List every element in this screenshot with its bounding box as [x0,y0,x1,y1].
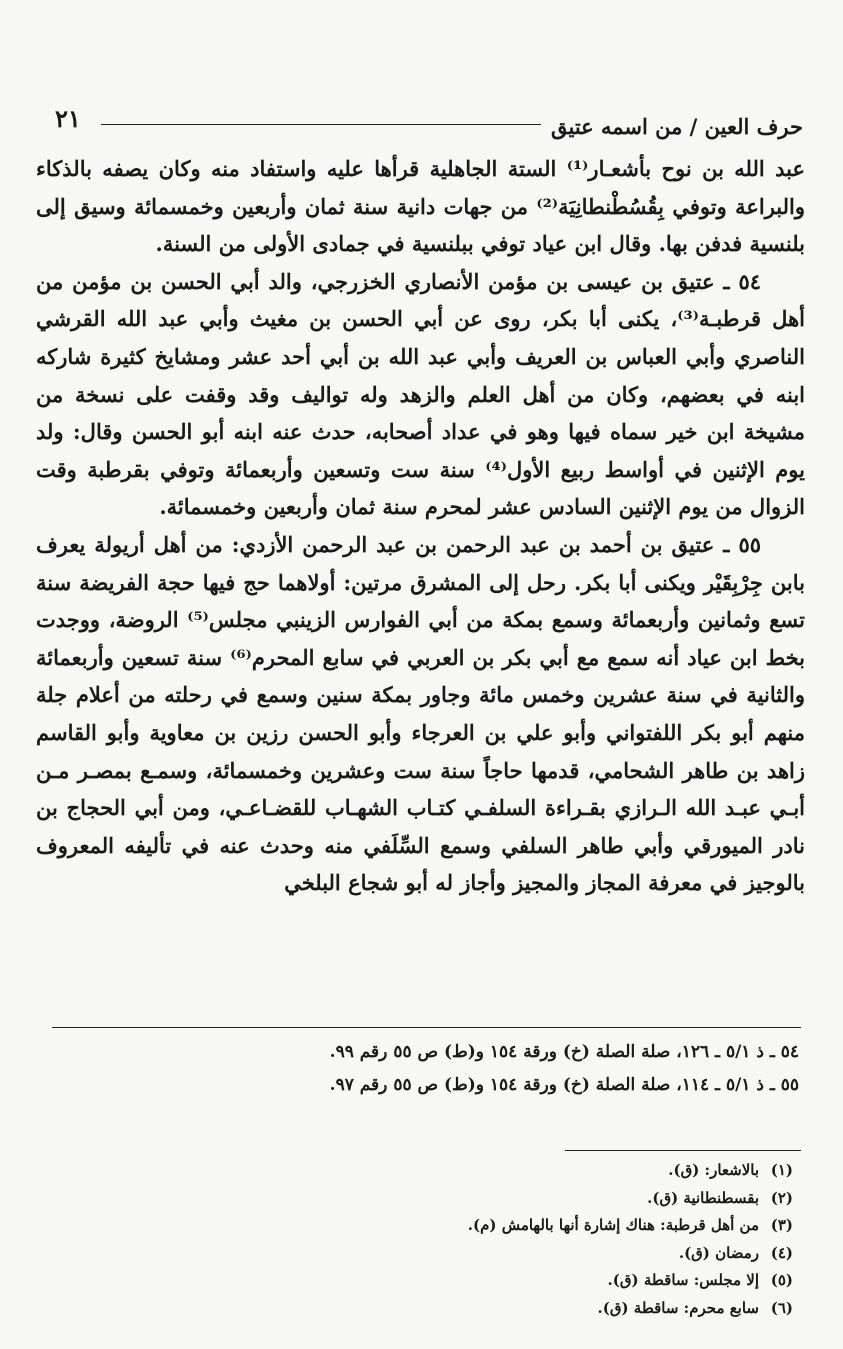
page-header [55,100,803,140]
running-title: حرف العين / من اسمه عتيق [550,114,803,139]
footnote [50,1240,793,1268]
source-entry-54: ٥٤ ـ ذ ٥/١ ـ ١٢٦، صلة الصلة (خ) ورقة ١٥٤ و(ط) ص ٥٥ رقم ٩٩. [329,1042,799,1062]
footnote-text: من أهل قرطبة: هناك إشارة أنها بالهامش (م). [467,1216,759,1234]
footnote-number: (٤) [770,1243,793,1262]
footnote [50,1295,793,1323]
footnote-text: إلا مجلس: ساقطة (ق). [607,1271,759,1289]
header-rule [101,124,541,125]
footnote-text: بالاشعار: (ق). [668,1161,759,1179]
footnotes-separator [565,1150,801,1151]
entry-55: ٥٥ ـ عتيق بن أحمد بن عبد الرحمن بن عبد الرحمن الأزدي: من أهل أريولة يعرف بابن جِرْبِقَيْر ويكنى أبا بكر. رحل إلى المشرق مرتين: أولاهما حج فيها حجة الفريضة سنة تسع وثمانين وأربعمائة وسمع بمكة من أبي الفوارس الزينبي مجلس⁽⁵⁾ الروضة، ووجدت بخط ابن عياد أنه سمع مع أبي بكر بن العربي في سابع المحرم⁽⁶⁾ سنة تسعين وأربعمائة والثانية في سنة عشرين وخمس مائة وجاور بمكة سنين وسمع في رحلته من أعلام جلة منهم أبو بكر اللفتواني وأبو علي بن العرجاء وأبو الحسن رزين بن معاوية وأبو القاسم زاهد بن طاهر الشحامي، قدمها حاجاً سنة ست وعشرين وخمسمائة، وسمـع بمصـر مـن أبـي عبـد الله الـرازي بقـراءة السلفـي كتـاب الشهـاب للقضـاعـي، ومن أبي الحجاج بن نادر الميورقي وأبي طاهر السلفي وسمع السِّلَفي منه وحدث عنه في تأليفه المعروف بالوجيز في معرفة المجاز والمجيز وأجاز له أبو شجاع البلخي [36,531,805,896]
footnote [50,1267,793,1295]
footnote [50,1185,793,1213]
footnotes [50,1157,793,1322]
footnote [50,1157,793,1185]
footnote-text: سابع محرم: ساقطة (ق). [597,1298,759,1317]
footnote-number: (١) [770,1161,793,1179]
footnote-number: (٣) [770,1216,793,1234]
source-entry-55: ٥٥ ـ ذ ٥/١ ـ ١١٤، صلة الصلة (خ) ورقة ١٥٤ و(ط) ص ٥٥ رقم ٩٧. [329,1075,799,1095]
footnote-number: (٦) [770,1298,793,1317]
footnote-text: رمضان (ق). [678,1243,759,1262]
sources-block [50,1036,799,1102]
page-number: ٢١ [55,104,81,133]
footnote [50,1212,793,1240]
main-text [36,150,805,902]
paragraph-continuation: عبد الله بن نوح بأشعـار⁽¹⁾ الستة الجاهلية قرأها عليه واستفاد منه وكان يصفه بالذكاء والبراعة وتوفي بِقُسُطْنطانِيَة⁽²⁾ من جهات دانية سنة ثمان وأربعين وخمسمائة وسيق إلى بلنسية فدفن بها. وقال ابن عياد توفي ببلنسية في جمادى الأولى من السنة. [36,156,805,257]
entry-54: ٥٤ ـ عتيق بن عيسى بن مؤمن الأنصاري الخزرجي، والد أبي الحسن بن مؤمن من أهل قرطبـة⁽³⁾، يكنى أبا بكر، روى عن أبي الحسن بن مغيث وأبي عبد الله القرشي الناصري وأبي العباس بن العريف وأبي عبد الله بن أبي أحد عشر ومشايخ كثيرة شاركه ابنه في بعضهم، وكان من أهل العلم والزهد وله تواليف وقد وقفت على نسخة من مشيخة ابن خير سماه فيها وهو في عداد أصحابه، حدث عنه ابنه أبو الحسن وقال: ولد يوم الإثنين في أواسط ربيع الأول⁽⁴⁾ سنة ست وتسعين وأربعمائة وتوفي بقرطبة وقت الزوال من يوم الإثنين السادس عشر لمحرم سنة ثمان وأربعين وخمسمائة. [36,268,805,520]
footnote-number: (٥) [770,1271,793,1289]
footnote-text: بقسطنطانية (ق). [647,1188,759,1207]
sources-separator [52,1027,801,1028]
footnote-number: (٢) [770,1188,793,1207]
